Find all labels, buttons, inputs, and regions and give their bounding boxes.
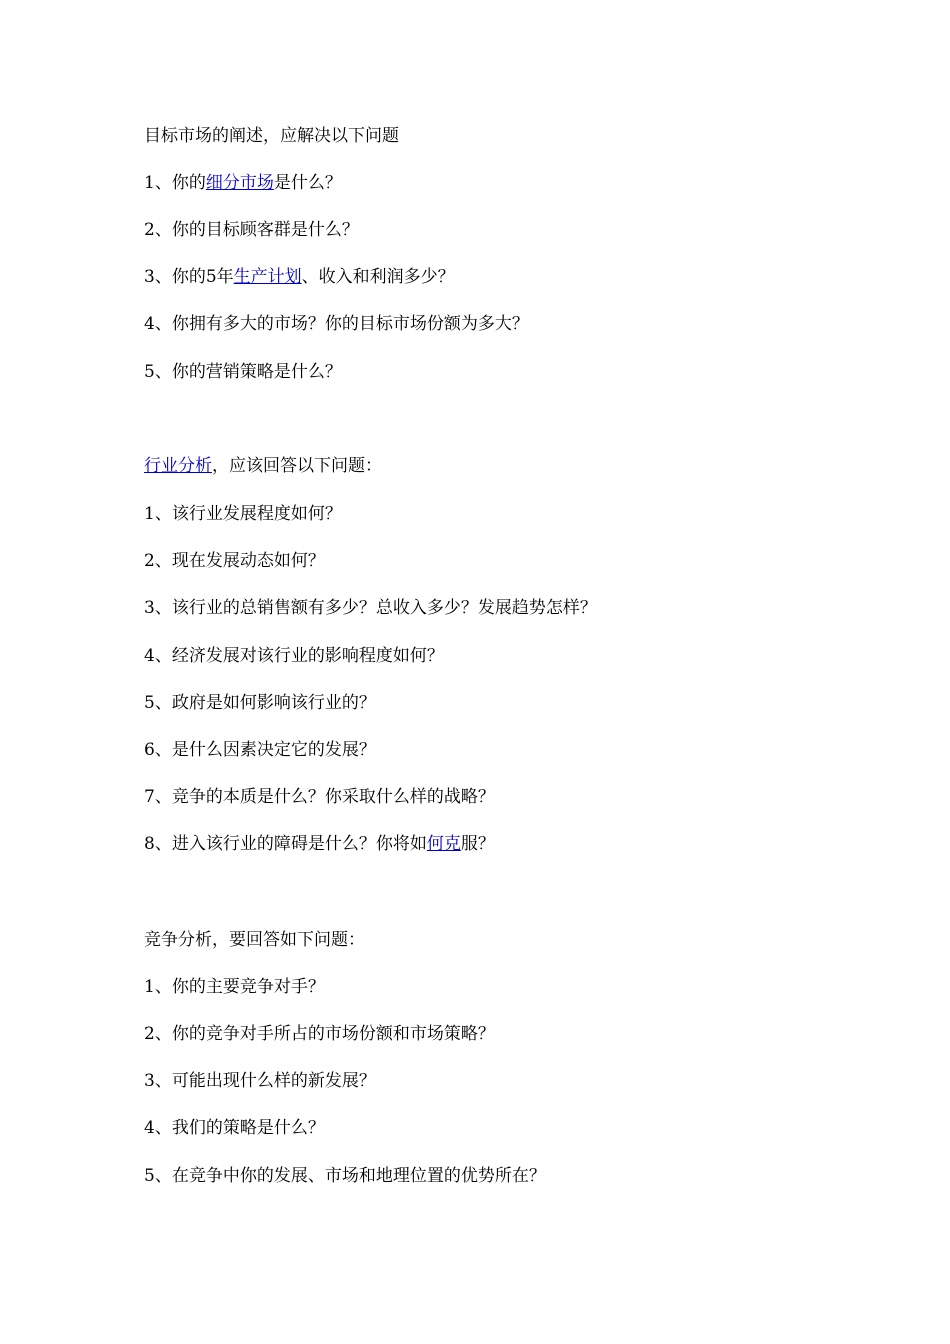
section1-q3-prefix: 3、你的5年 <box>144 267 234 287</box>
section3-question-2: 2、你的竞争对手所占的市场份额和市场策略？ <box>144 1024 495 1044</box>
section2-heading-suffix: ，应该回答以下问题： <box>212 456 382 476</box>
section1-q1-prefix: 1、你的 <box>144 173 206 193</box>
section2-q8-prefix: 8、进入该行业的障碍是什么？你将如 <box>144 834 427 854</box>
section1-q1-suffix: 是什么？ <box>273 173 342 193</box>
section2-question-2: 2、现在发展动态如何？ <box>144 551 325 571</box>
section2-question-5: 5、政府是如何影响该行业的？ <box>144 693 376 713</box>
section3-question-3: 3、可能出现什么样的新发展？ <box>144 1071 376 1091</box>
section2-q8-suffix: 服？ <box>460 834 495 854</box>
link-overcome[interactable]: 何克 <box>426 834 461 854</box>
section2-question-4: 4、经济发展对该行业的影响程度如何？ <box>144 646 444 666</box>
section2-question-6: 6、是什么因素决定它的发展？ <box>144 740 376 760</box>
section3-question-5: 5、在竞争中你的发展、市场和地理位置的优势所在？ <box>144 1166 546 1186</box>
section2-question-8 <box>144 832 495 856</box>
section3-question-1: 1、你的主要竞争对手？ <box>144 977 325 997</box>
section1-question-3 <box>144 265 455 289</box>
section2-heading <box>144 454 382 478</box>
link-production-plan[interactable]: 生产计划 <box>233 267 302 287</box>
section1-heading: 目标市场的阐述，应解决以下问题 <box>144 126 399 146</box>
section2-question-7: 7、竞争的本质是什么？你采取什么样的战略？ <box>144 787 495 807</box>
section1-question-1 <box>144 171 342 195</box>
section1-question-4: 4、你拥有多大的市场？你的目标市场份额为多大？ <box>144 314 529 334</box>
section1-question-5: 5、你的营销策略是什么？ <box>144 362 342 382</box>
section1-question-2: 2、你的目标顾客群是什么？ <box>144 220 359 240</box>
section2-question-3: 3、该行业的总销售额有多少？总收入多少？发展趋势怎样？ <box>144 598 597 618</box>
section2-question-1: 1、该行业发展程度如何？ <box>144 504 342 524</box>
section1-q3-suffix: 、收入和利润多少？ <box>301 267 455 287</box>
section3-heading: 竞争分析，要回答如下问题： <box>144 930 365 950</box>
section3-question-4: 4、我们的策略是什么？ <box>144 1118 325 1138</box>
link-industry-analysis[interactable]: 行业分析 <box>144 456 212 476</box>
link-segmented-market[interactable]: 细分市场 <box>205 173 274 193</box>
